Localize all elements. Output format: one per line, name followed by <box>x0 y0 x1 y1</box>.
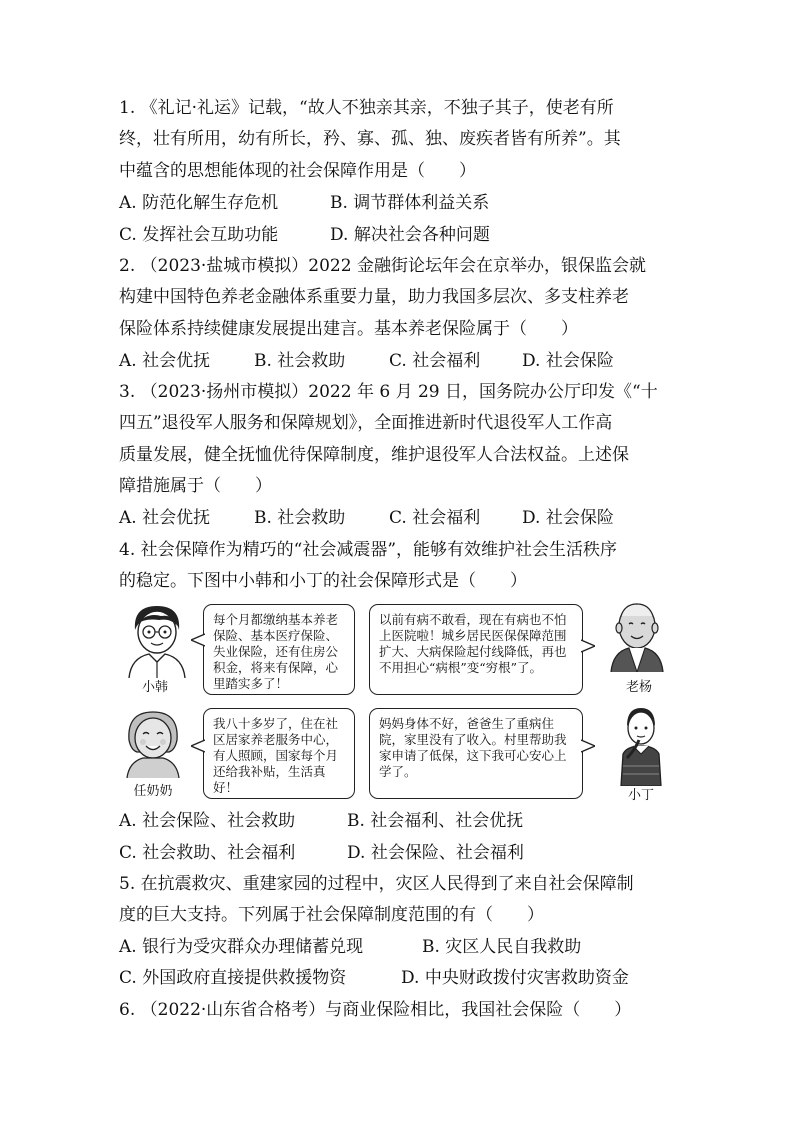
speech-bubble-xiaoding: 妈妈身体不好，爸爸生了重病住院，家里没有了收入。村里帮助我家申请了低保，这下我可心安心上学了。 <box>369 708 583 799</box>
question-1-option-a[interactable]: A. 防范化解生存危机 <box>119 193 279 213</box>
question-3-line-4: 障措施属于（ ） <box>119 476 272 496</box>
xiaohan-avatar <box>121 600 193 678</box>
question-1-line-1: 1. 《礼记·礼运》记载，“故人不独亲其亲，不独子其子，使老有所 <box>119 98 614 118</box>
question-1-option-c[interactable]: C. 发挥社会互助功能 <box>119 225 279 245</box>
question-4-option-d[interactable]: D. 社会保险、社会福利 <box>347 843 524 863</box>
question-4-option-c[interactable]: C. 社会救助、社会福利 <box>119 843 296 863</box>
bubble-tail-rennainai <box>191 738 205 754</box>
person-name-rennainai: 任奶奶 <box>133 784 173 799</box>
question-5-line-2: 度的巨大支持。下列属于社会保障制度范围的有（ ） <box>119 905 544 925</box>
bubble-tail-laoyang <box>581 638 595 654</box>
person-name-laoyang: 老杨 <box>625 680 652 695</box>
bubble-tail-xiaoding <box>581 738 595 754</box>
question-5-option-b[interactable]: B. 灾区人民自我救助 <box>422 937 582 957</box>
question-3-option-b[interactable]: B. 社会救助 <box>254 508 346 528</box>
laoyang-avatar <box>605 598 669 672</box>
question-3-option-a[interactable]: A. 社会优抚 <box>119 508 211 528</box>
person-name-xiaoding: 小丁 <box>627 788 654 803</box>
question-3-line-3: 质量发展，健全抚恤优待保障制度，维护退役军人合法权益。上述保 <box>119 445 629 465</box>
speech-bubble-laoyang: 以前有病不敢看，现在有病也不怕上医院啦！城乡居民医保保障范围扩大、大病保险起付线降低，再也不用担心“病根”变“穷根”了。 <box>369 604 583 695</box>
question-4-option-b[interactable]: B. 社会福利、社会优抚 <box>347 811 524 831</box>
question-3-line-2: 四五”退役军人服务和保障规划》，全面推进新时代退役军人工作高 <box>119 413 613 433</box>
question-2-option-c[interactable]: C. 社会福利 <box>389 351 481 371</box>
question-1-option-d[interactable]: D. 解决社会各种问题 <box>330 225 490 245</box>
question-4-line-2: 的稳定。下图中小韩和小丁的社会保障形式是（ ） <box>119 571 527 591</box>
question-5-option-a[interactable]: A. 银行为受灾群众办理储蓄兑现 <box>119 937 364 957</box>
question-4-line-1: 4. 社会保障作为精巧的“社会减震器”，能够有效维护社会生活秩序 <box>119 540 618 560</box>
speech-bubble-xiaohan: 每个月都缴纳基本养老保险、基本医疗保险、失业保险，还有住房公积金，将来有保障，心里踏实多了！ <box>203 604 355 695</box>
cartoon-figure <box>119 598 679 803</box>
question-2-line-2: 构建中国特色养老金融体系重要力量，助力我国多层次、多支柱养老 <box>119 287 629 307</box>
question-3-option-c[interactable]: C. 社会福利 <box>389 508 481 528</box>
question-6-line-1: 6. （2022·山东省合格考）与商业保险相比，我国社会保险（ ） <box>119 1000 632 1020</box>
person-name-xiaohan: 小韩 <box>141 680 168 695</box>
speech-bubble-rennainai: 我八十多岁了，住在社区居家养老服务中心，有人照顾，国家每个月还给我补贴，生活真好！ <box>203 708 355 799</box>
question-5-line-1: 5. 在抗震救灾、重建家园的过程中，灾区人民得到了来自社会保障制 <box>119 874 634 894</box>
rennainai-avatar <box>121 706 185 778</box>
xiaoding-avatar <box>613 704 669 786</box>
question-2-option-a[interactable]: A. 社会优抚 <box>119 351 211 371</box>
question-3-option-d[interactable]: D. 社会保险 <box>522 508 614 528</box>
question-5-option-c[interactable]: C. 外国政府直接提供救援物资 <box>119 968 347 988</box>
question-5-option-d[interactable]: D. 中央财政拨付灾害救助资金 <box>401 968 629 988</box>
question-2-option-b[interactable]: B. 社会救助 <box>254 351 346 371</box>
question-1-line-2: 终，壮有所用，幼有所长，矜、寡、孤、独、废疾者皆有所养”。其 <box>119 129 621 149</box>
question-2-line-3: 保险体系持续健康发展提出建言。基本养老保险属于（ ） <box>119 319 578 339</box>
question-1-line-3: 中蕴含的思想能体现的社会保障作用是（ ） <box>119 161 476 181</box>
question-1-option-b[interactable]: B. 调节群体利益关系 <box>330 193 490 213</box>
question-2-line-1: 2. （2023·盐城市模拟）2022 金融街论坛年会在京举办，银保监会就 <box>119 256 646 276</box>
question-3-line-1: 3. （2023·扬州市模拟）2022 年 6 月 29 日，国务院办公厅印发《“十 <box>119 382 658 402</box>
question-2-option-d[interactable]: D. 社会保险 <box>522 351 614 371</box>
bubble-tail-xiaohan <box>191 632 205 648</box>
question-4-option-a[interactable]: A. 社会保险、社会救助 <box>119 811 296 831</box>
